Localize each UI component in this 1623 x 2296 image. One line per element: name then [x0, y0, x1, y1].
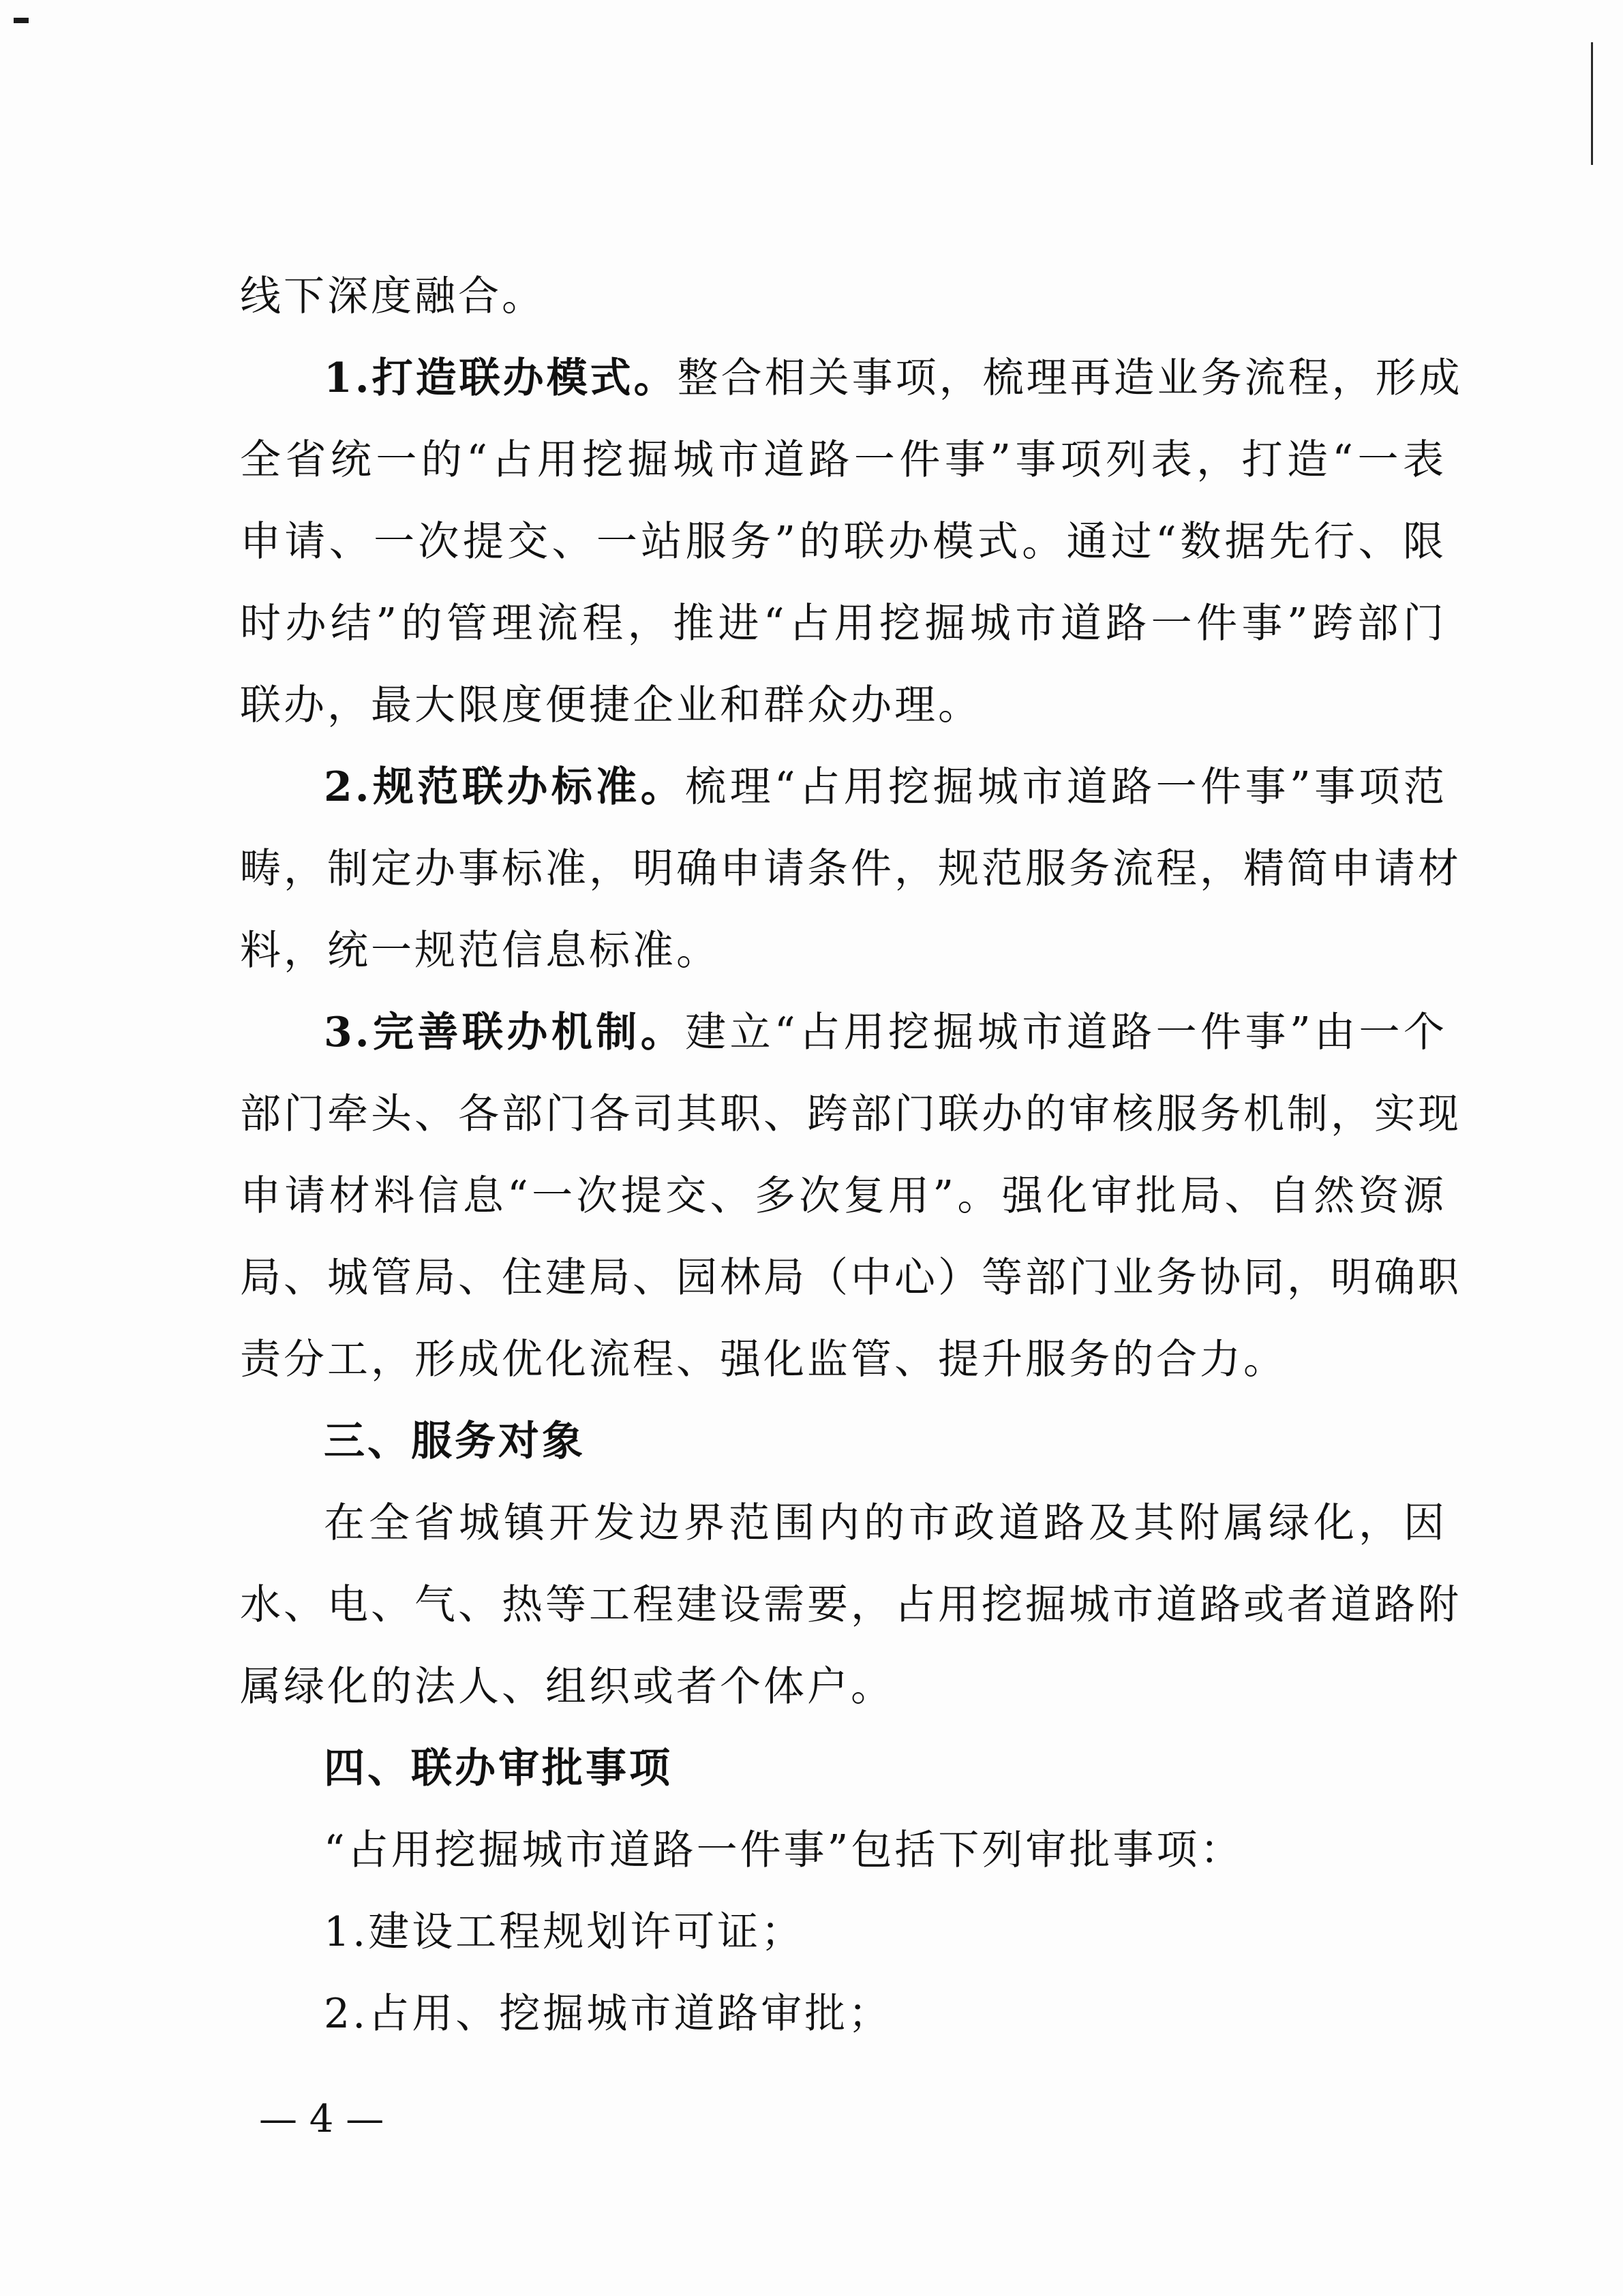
body-line: 局、城管局、住建局、园林局（中心）等部门业务协同，明确职	[240, 1254, 1461, 1302]
body-line: 时办结”的管理流程，推进“占用挖掘城市道路一件事”跨部门	[240, 600, 1446, 647]
numbered-paragraph-line: 1.打造联办模式。整合相关事项，梳理再造业务流程，形成	[324, 354, 1463, 402]
numbered-lead: 1.打造联办模式。	[324, 354, 678, 402]
numbered-lead: 2.规范联办标准。	[324, 763, 686, 811]
numbered-paragraph-line: 2.规范联办标准。梳理“占用挖掘城市道路一件事”事项范	[324, 763, 1447, 811]
page-number: — 4 —	[259, 2097, 384, 2141]
body-line: “占用挖掘城市道路一件事”包括下列审批事项：	[324, 1826, 1244, 1874]
section-heading: 四、联办审批事项	[324, 1745, 673, 1792]
body-line: 畴，制定办事标准，明确申请条件，规范服务流程，精简申请材	[240, 845, 1461, 893]
list-item: 1.建设工程规划许可证；	[324, 1908, 805, 1956]
numbered-paragraph-line: 3.完善联办机制。建立“占用挖掘城市道路一件事”由一个	[324, 1009, 1447, 1056]
numbered-lead: 3.完善联办机制。	[324, 1009, 686, 1056]
body-line: 水、电、气、热等工程建设需要，占用挖掘城市道路或者道路附	[240, 1581, 1461, 1629]
body-line: 料，统一规范信息标准。	[240, 927, 720, 975]
scan-mark	[14, 18, 29, 23]
body-line: 联办，最大限度便捷企业和群众办理。	[240, 682, 982, 729]
binding-edge-line	[1591, 42, 1593, 165]
list-item: 2.占用、挖掘城市道路审批；	[324, 1990, 892, 2038]
section-heading: 三、服务对象	[324, 1418, 586, 1465]
body-line: 部门牵头、各部门各司其职、跨部门联办的审核服务机制，实现	[240, 1090, 1461, 1138]
body-line: 属绿化的法人、组织或者个体户。	[240, 1663, 894, 1711]
body-line: 线下深度融合。	[240, 273, 545, 320]
body-line: 责分工，形成优化流程、强化监管、提升服务的合力。	[240, 1336, 1287, 1383]
body-line: 全省统一的“占用挖掘城市道路一件事”事项列表，打造“一表	[240, 436, 1446, 484]
body-line: 申请、一次提交、一站服务”的联办模式。通过“数据先行、限	[240, 518, 1446, 566]
body-line: 申请材料信息“一次提交、多次复用”。强化审批局、自然资源	[240, 1172, 1446, 1220]
body-line: 在全省城镇开发边界范围内的市政道路及其附属绿化，因	[324, 1499, 1447, 1547]
